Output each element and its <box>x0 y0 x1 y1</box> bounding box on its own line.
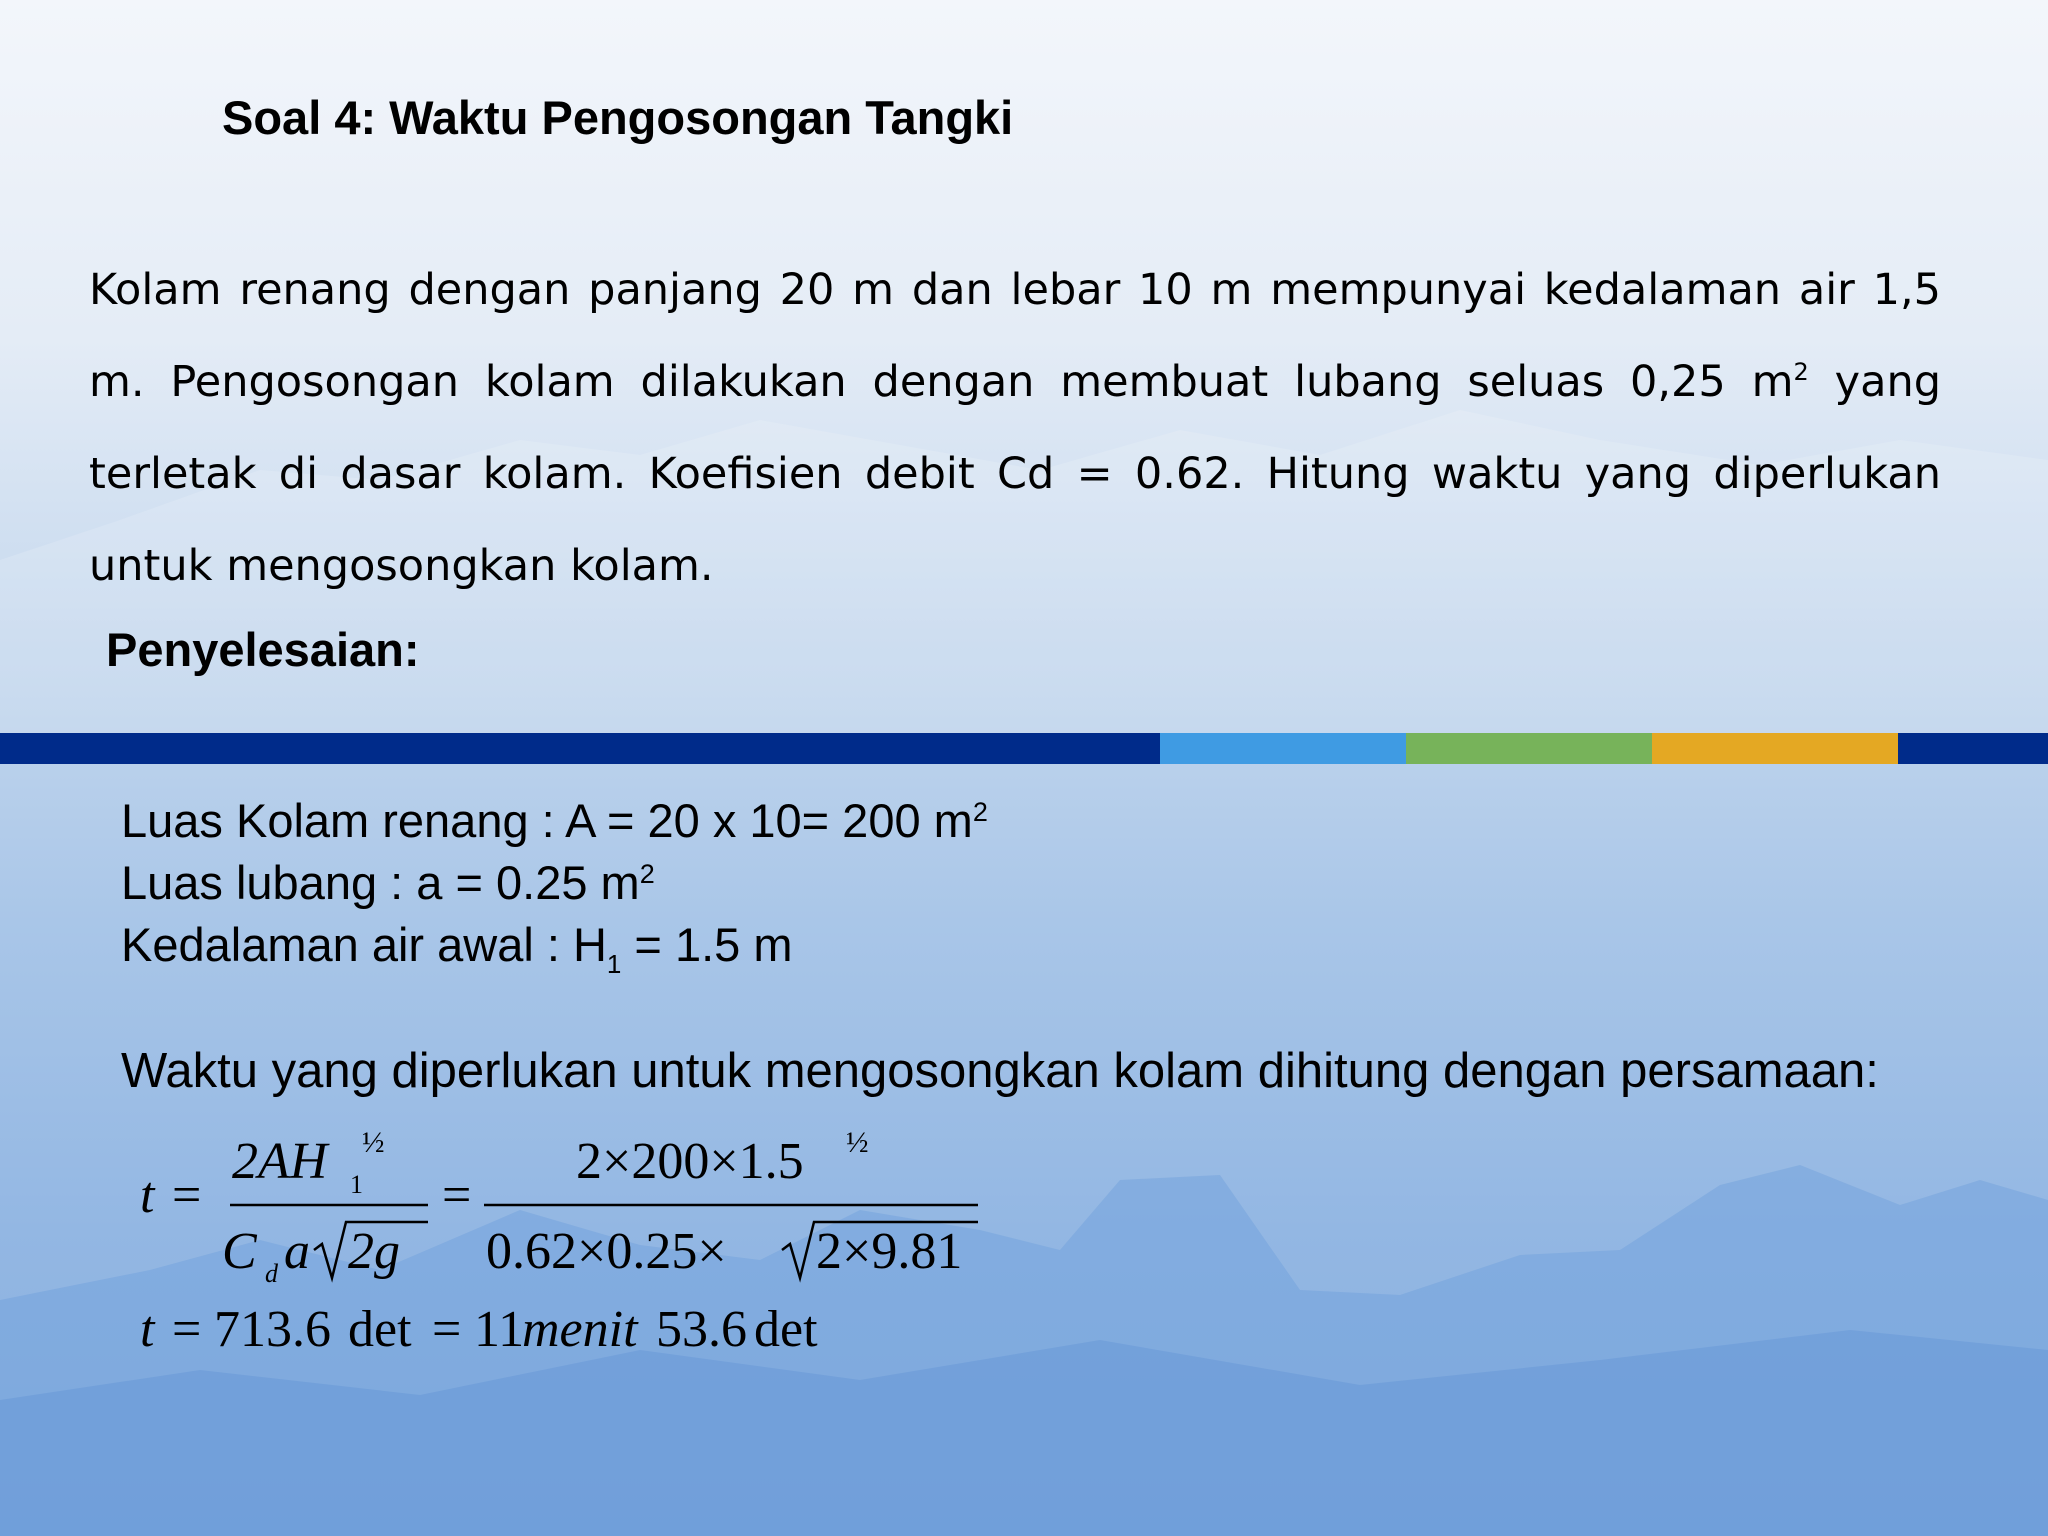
method-text: Waktu yang diperlukan untuk mengosongkan kolam dihitung dengan persamaan: <box>121 1044 1879 1098</box>
formula-exponent-half-1: ½ <box>362 1126 385 1159</box>
result-t: t <box>140 1301 155 1358</box>
slide-title: Soal 4: Waktu Pengosongan Tangki <box>222 91 1014 144</box>
formula-numerator-numeric: 2×200×1.5 <box>576 1133 804 1190</box>
divider-band-blue <box>1160 733 1406 764</box>
formula-root-numeric: 2×9.81 <box>816 1223 963 1280</box>
divider-band-green <box>1406 733 1652 764</box>
given-hole-area: Luas lubang : a = 0.25 $m^2$ <box>121 856 655 909</box>
result-equals-1: = <box>172 1301 202 1358</box>
given-values <box>121 790 988 979</box>
result-equals-2: = <box>432 1301 462 1358</box>
formula-numerator-symbolic: 2AH <box>232 1133 328 1190</box>
formula-root-symbolic: 2g <box>348 1223 400 1280</box>
result-minutes: 11 <box>474 1301 525 1358</box>
formula-a: a <box>284 1223 310 1280</box>
formula-h-subscript: 1 <box>350 1170 363 1199</box>
formula <box>130 1110 1030 1370</box>
result-minute-word: menit <box>522 1301 638 1358</box>
formula-denominator-numeric: 0.62×0.25× <box>486 1223 727 1280</box>
formula-cd: C <box>222 1223 257 1280</box>
result-unit-1: det <box>348 1301 412 1358</box>
divider-band-orange <box>1652 733 1898 764</box>
result-seconds-total: 713.6 <box>214 1301 331 1358</box>
divider-band-navy <box>0 733 1160 764</box>
formula-t: t <box>140 1167 155 1224</box>
given-initial-depth: Kedalaman air awal : $H_1 = 1.5$ m <box>121 918 793 979</box>
result-seconds: 53.6 <box>656 1301 747 1358</box>
formula-exponent-half-2: ½ <box>846 1126 869 1159</box>
divider-band-navy-end <box>1898 733 2048 764</box>
given-pool-area: Luas Kolam renang : A = 20 x 10= 200 $m^2$ <box>121 794 988 847</box>
formula-equals-2: = <box>442 1167 472 1224</box>
result-unit-2: det <box>754 1301 818 1358</box>
formula-cd-subscript: d <box>265 1259 278 1288</box>
solution-heading: Penyelesaian: <box>106 623 420 676</box>
problem-statement: Kolam renang dengan panjang 20 m dan lebar 10 m mempunyai kedalaman air 1,5 m. Pengosongan kolam dilakukan dengan membuat lubang seluas 0,25 $m^2$ yang terletak di dasar kolam. Koefisien debit Cd = 0.62. Hitung waktu yang diperlukan untuk mengosongkan kolam. <box>89 265 1941 591</box>
formula-equals-1: = <box>172 1167 202 1224</box>
